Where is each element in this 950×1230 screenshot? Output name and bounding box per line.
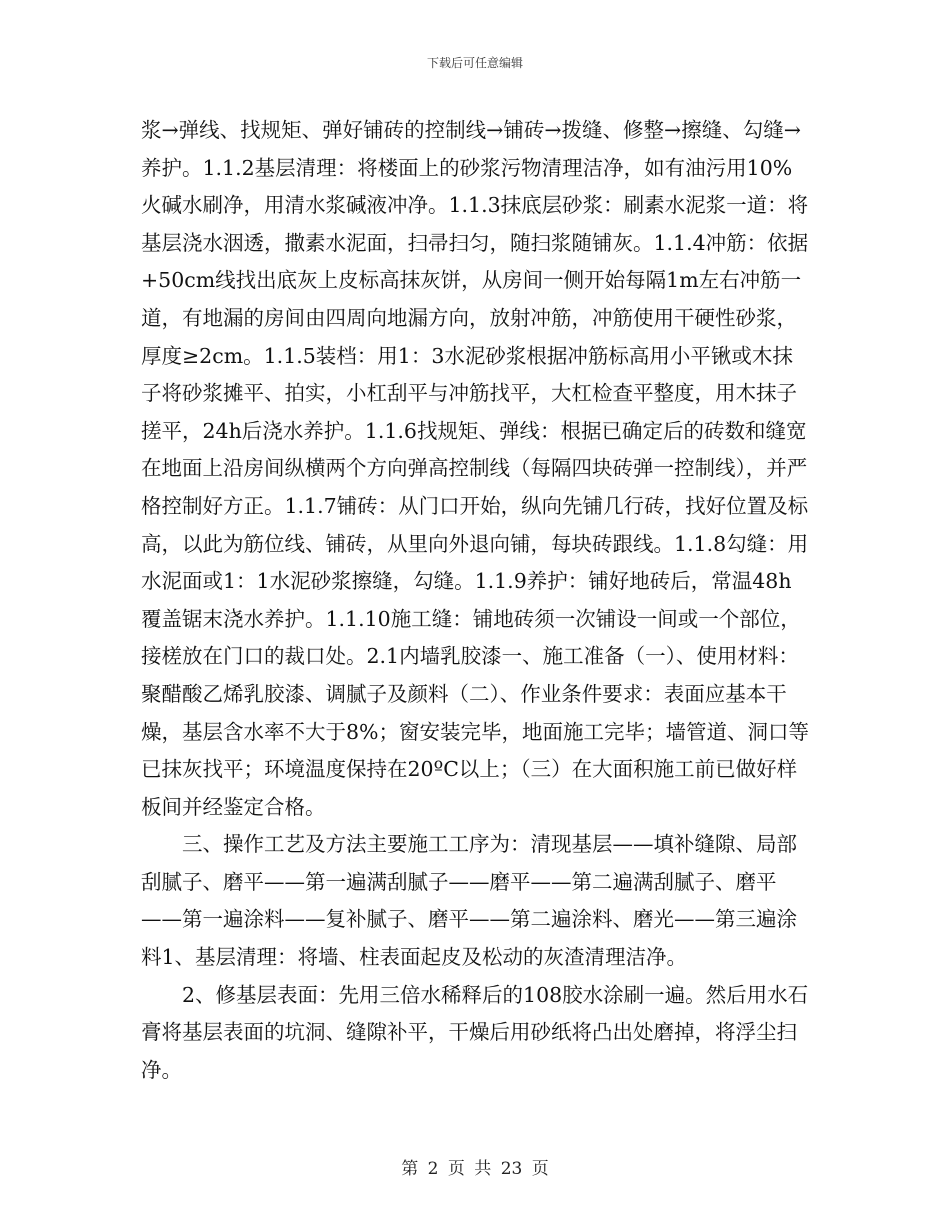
paragraph-2: 三、操作工艺及方法主要施工工序为：清现基层——填补缝隙、局部刮腻子、磨平——第一遍满刮腻子——磨平——第二遍满刮腻子、磨平——第一遍涂料——复补腻子、磨平——第二遍涂料、磨光——第三遍涂料1、基层清理：将墙、柱表面起皮及松动的灰渣清理洁净。 [141, 832, 797, 970]
page-number-footer: 第 2 页 共 23 页 [401, 1159, 549, 1179]
page-header: 下载后可任意编辑 [426, 56, 523, 70]
document-body [141, 112, 811, 1089]
paragraph-3: 2、修基层表面：先用三倍水稀释后的108胶水涂刷一遍。然后用水石膏将基层表面的坑洞、缝隙补平，干燥后用砂纸将凸出处磨掉，将浮尘扫净。 [141, 982, 809, 1082]
paragraph-1: 浆→弹线、找规矩、弹好铺砖的控制线→铺砖→拨缝、修整→擦缝、勾缝→养护。1.1.2基层清理：将楼面上的砂浆污物清理洁净，如有油污用10%火碱水刷净，用清水浆碱液冲净。1.1.3抹底层砂浆：刷素水泥浆一道：将基层浇水洇透，撒素水泥面，扫帚扫匀，随扫浆随铺灰。1.1.4冲筋：依据+50cm线找出底灰上皮标高抹灰饼，从房间一侧开始每隔1m左右冲筋一道，有地漏的房间由四周向地漏方向，放射冲筋，冲筋使用干硬性砂浆，厚度≥2cm。1.1.5装档：用1：3水泥砂浆根据冲筋标高用小平锹或木抹子将砂浆摊平、拍实，小杠刮平与冲筋找平，大杠检查平整度，用木抹子搓平，24h后浇水养护。1.1.6找规矩、弹线：根据已确定后的砖数和缝宽在地面上沿房间纵横两个方向弹高控制线（每隔四块砖弹一控制线），并严格控制好方正。1.1.7铺砖：从门口开始，纵向先铺几行砖，找好位置及标高，以此为筋位线、铺砖，从里向外退向铺，每块砖跟线。1.1.8勾缝：用水泥面或1：1水泥砂浆擦缝，勾缝。1.1.9养护：铺好地砖后，常温48h覆盖锯末浇水养护。1.1.10施工缝：铺地砖须一次铺设一间或一个部位，接槎放在门口的裁口处。2.1内墙乳胶漆一、施工准备（一）、使用材料：聚醋酸乙烯乳胶漆、调腻子及颜料（二）、作业条件要求：表面应基本干燥，基层含水率不大于8%；窗安装完毕，地面施工完毕；墙管道、洞口等已抹灰找平；环境温度保持在20ºC以上；（三）在大面积施工前已做好样板间并经鉴定合格。 [141, 118, 810, 819]
